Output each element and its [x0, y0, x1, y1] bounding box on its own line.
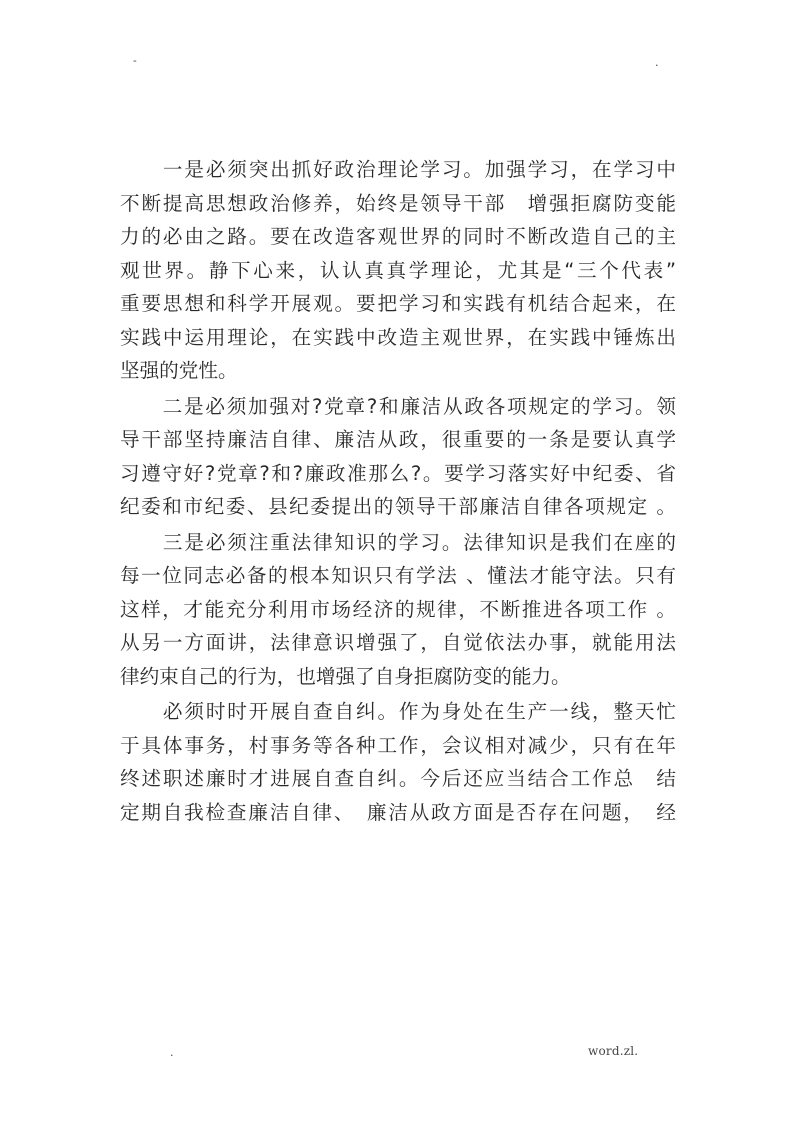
paragraph — [120, 153, 676, 388]
text-line: 律约束自己的行为，也增强了自身拒腐防变的能力。 — [120, 664, 571, 688]
text-line: 定期自我检查廉洁自律、 廉洁从政方面是否存在问题， 经 — [120, 800, 676, 824]
text-line: 纪委和市纪委、县纪委提出的领导干部廉洁自律各项规定 。 — [120, 495, 676, 518]
header-right-mark: . — [655, 56, 659, 69]
text-line: 终述职述廉时才进展自查自纠。今后还应当结合工作总 结 — [120, 767, 676, 790]
document-body — [120, 153, 676, 829]
header-left-mark: - — [133, 54, 137, 67]
text-line: 不断提高思想政治修养，始终是领导干部 增强拒腐防变能 — [120, 191, 676, 215]
footer-watermark-text: word.zl. — [588, 1044, 639, 1058]
text-line: 导干部坚持廉洁自律、廉洁从政，很重要的一条是要认真学 — [120, 428, 676, 451]
text-line: 从另一方面讲，法律意识增强了，自觉依法办事，就能用法 — [120, 631, 676, 654]
paragraph — [120, 526, 676, 694]
paragraph — [120, 390, 676, 524]
text-line: 每一位同志必备的根本知识只有学法 、懂法才能守法。只有 — [120, 564, 676, 587]
footer-left-mark: . — [170, 1046, 174, 1059]
text-line: 于具体事务，村事务等各种工作，会议相对减少，只有在年 — [120, 733, 676, 757]
text-line: 坚强的党性。 — [120, 359, 238, 382]
text-line: 必须时时开展自查自纠。作为身处在生产一线，整天忙 — [120, 700, 676, 723]
paragraph — [120, 695, 676, 829]
text-line: 三是必须注重法律知识的学习。法律知识是我们在座的 — [120, 530, 676, 554]
text-line: 二是必须加强对?党章?和廉洁从政各项规定的学习。领 — [120, 394, 676, 418]
text-line: 这样，才能充分利用市场经济的规律，不断推进各项工作 。 — [120, 597, 676, 621]
text-line: 观世界。静下心来，认认真真学理论，尤其是“三个代表” — [120, 258, 676, 282]
text-line: 一是必须突出抓好政治理论学习。加强学习，在学习中 — [120, 158, 676, 181]
text-line: 重要思想和科学开展观。要把学习和实践有机结合起来，在 — [120, 292, 676, 315]
text-line: 实践中运用理论，在实践中改造主观世界，在实践中锤炼出 — [120, 325, 676, 349]
text-line: 力的必由之路。要在改造客观世界的同时不断改造自己的主 — [120, 225, 676, 248]
text-line: 习遵守好?党章?和?廉政准那么?。要学习落实好中纪委、省 — [120, 461, 676, 485]
